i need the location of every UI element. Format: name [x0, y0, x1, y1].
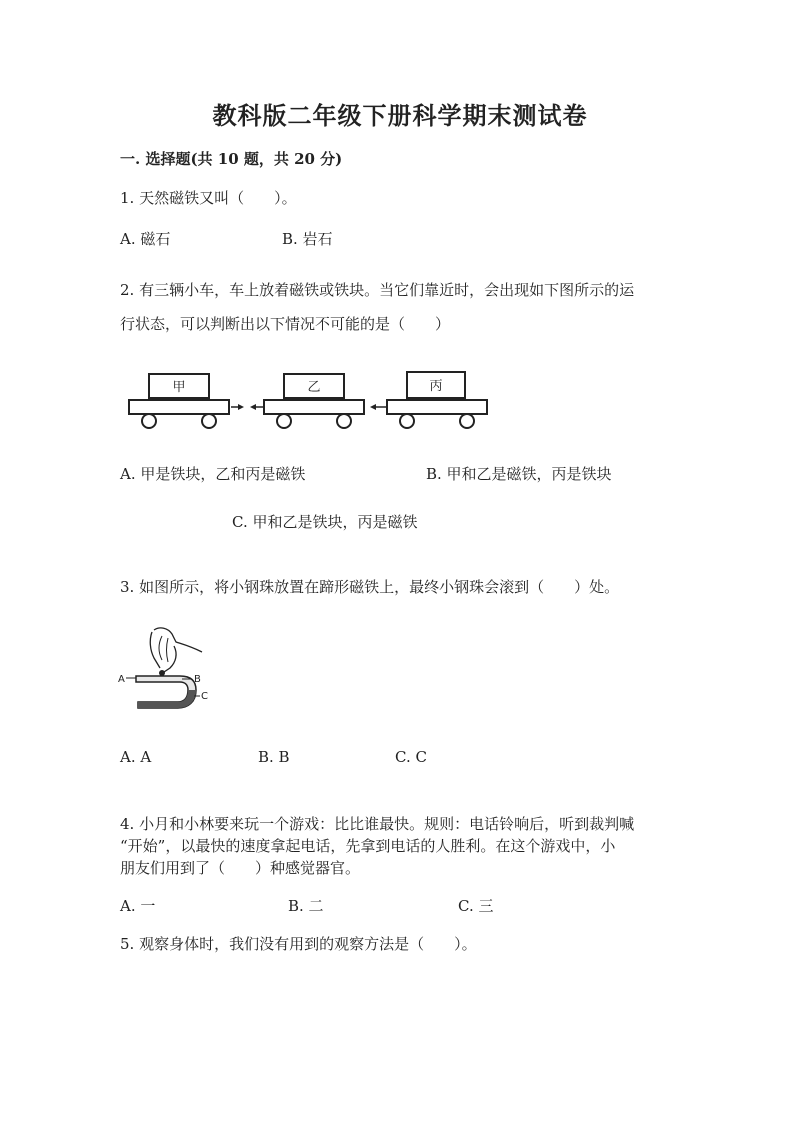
question-2-option-c: C. 甲和乙是铁块，丙是磁铁 — [232, 513, 418, 531]
question-5-stem: 5. 观察身体时，我们没有用到的观察方法是（ ）。 — [120, 935, 477, 953]
label-c: C — [201, 691, 208, 702]
cart-yi — [264, 374, 364, 428]
question-4-option-a: A. 一 — [120, 897, 156, 915]
three-carts-figure — [124, 368, 494, 434]
question-2-stem-line-2: 行状态，可以判断出以下情况不可能的是（ ） — [120, 315, 451, 333]
question-2-stem-line-1: 2. 有三辆小车，车上放着磁铁或铁块。当它们靠近时，会出现如下图所示的运 — [120, 281, 635, 299]
question-4-option-c: C. 三 — [458, 897, 494, 915]
question-3-stem: 3. 如图所示，将小钢珠放置在蹄形磁铁上，最终小钢珠会滚到（ ）处。 — [120, 578, 620, 596]
question-4-stem-line-1: 4. 小月和小林要来玩一个游戏：比比谁最快。规则：电话铃响后，听到裁判喊 — [120, 815, 635, 833]
question-4-stem-line-3: 朋友们用到了（ ）种感觉器官。 — [120, 859, 361, 877]
page-title: 教科版二年级下册科学期末测试卷 — [212, 101, 588, 130]
question-4-option-b: B. 二 — [288, 897, 324, 915]
label-b: B — [194, 674, 201, 685]
horseshoe-magnet-figure — [116, 624, 216, 720]
question-3-option-c: C. C — [395, 748, 427, 766]
cart-bing-label: 丙 — [429, 379, 443, 394]
question-1-option-b: B. 岩石 — [282, 230, 333, 248]
question-2-option-b: B. 甲和乙是磁铁，丙是铁块 — [426, 465, 612, 483]
cart-jia — [129, 374, 229, 428]
cart-bing — [387, 372, 487, 428]
question-3-option-b: B. B — [258, 748, 290, 766]
question-1-option-a: A. 磁石 — [120, 230, 171, 248]
section-heading: 一. 选择题(共 10 题，共 20 分) — [120, 150, 343, 168]
question-1-stem: 1. 天然磁铁又叫（ ）。 — [120, 189, 297, 207]
label-a: A — [118, 674, 125, 685]
question-3-option-a: A. A — [120, 748, 152, 766]
question-4-stem-line-2: “开始”，以最快的速度拿起电话，先拿到电话的人胜利。在这个游戏中，小 — [120, 837, 616, 855]
cart-jia-label: 甲 — [172, 380, 186, 395]
question-2-option-a: A. 甲是铁块，乙和丙是磁铁 — [120, 465, 306, 483]
cart-yi-label: 乙 — [307, 380, 321, 395]
